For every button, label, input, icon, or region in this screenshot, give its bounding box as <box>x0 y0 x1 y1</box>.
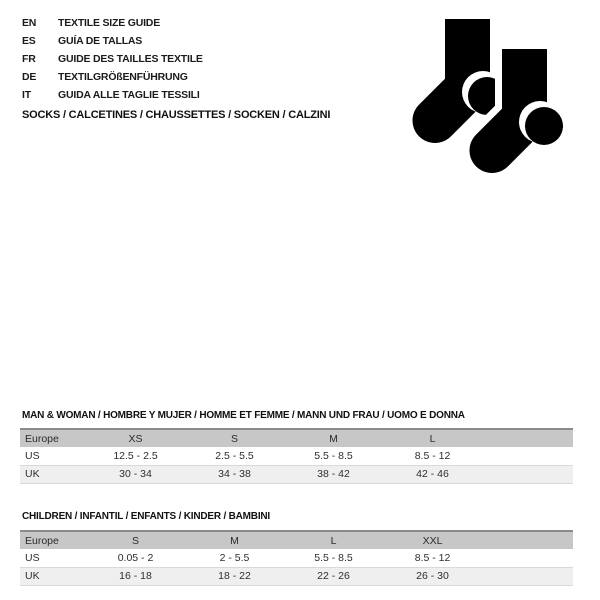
size-cell: 18 - 22 <box>185 567 284 585</box>
size-cell: 5.5 - 8.5 <box>284 549 383 567</box>
children-table-title: CHILDREN / INFANTIL / ENFANTS / KINDER / BAMBINI <box>22 511 270 522</box>
adult-size-table <box>20 428 573 484</box>
table-row-uk <box>20 567 573 585</box>
row-label: US <box>20 549 86 567</box>
language-row <box>22 32 203 50</box>
size-cell-empty <box>482 567 573 585</box>
language-label: TEXTILGRÖßENFÜHRUNG <box>58 71 188 83</box>
language-row <box>22 68 203 86</box>
size-cell: 12.5 - 2.5 <box>86 447 185 465</box>
language-row <box>22 86 203 104</box>
language-code: ES <box>22 35 36 47</box>
column-header-size: L <box>383 429 482 447</box>
size-cell: 8.5 - 12 <box>383 549 482 567</box>
row-label: US <box>20 447 86 465</box>
column-header-size: M <box>284 429 383 447</box>
column-header-size: XS <box>86 429 185 447</box>
language-row <box>22 50 203 68</box>
size-cell: 0.05 - 2 <box>86 549 185 567</box>
language-code: EN <box>22 17 37 29</box>
children-size-table <box>20 530 573 586</box>
column-header-size: L <box>284 531 383 549</box>
language-code: IT <box>22 89 31 101</box>
language-label: TEXTILE SIZE GUIDE <box>58 17 160 29</box>
size-cell: 16 - 18 <box>86 567 185 585</box>
adult-table-title: MAN & WOMAN / HOMBRE Y MUJER / HOMME ET FEMME / MANN UND FRAU / UOMO E DONNA <box>22 410 465 421</box>
language-label: GUIDE DES TAILLES TEXTILE <box>58 53 203 65</box>
size-cell: 42 - 46 <box>383 465 482 483</box>
language-label: GUÍA DE TALLAS <box>58 35 143 47</box>
size-cell: 22 - 26 <box>284 567 383 585</box>
table-row-uk <box>20 465 573 483</box>
sock-front <box>492 42 563 151</box>
column-header-size: M <box>185 531 284 549</box>
column-header-empty <box>482 429 573 447</box>
column-header-region: Europe <box>20 531 86 549</box>
table-header-row <box>20 531 573 549</box>
language-code: DE <box>22 71 37 83</box>
column-header-size: XXL <box>383 531 482 549</box>
column-header-empty <box>482 531 573 549</box>
table-row-us <box>20 549 573 567</box>
socks-icon <box>400 10 580 180</box>
size-cell: 30 - 34 <box>86 465 185 483</box>
table-row-us <box>20 447 573 465</box>
column-header-size: S <box>185 429 284 447</box>
column-header-size: S <box>86 531 185 549</box>
size-cell: 38 - 42 <box>284 465 383 483</box>
language-code: FR <box>22 53 36 65</box>
size-cell-empty <box>482 549 573 567</box>
size-cell: 2 - 5.5 <box>185 549 284 567</box>
language-row <box>22 14 203 32</box>
language-label: GUIDA ALLE TAGLIE TESSILI <box>58 89 200 101</box>
size-cell: 2.5 - 5.5 <box>185 447 284 465</box>
row-label: UK <box>20 465 86 483</box>
language-list <box>22 14 203 104</box>
size-cell: 34 - 38 <box>185 465 284 483</box>
row-label: UK <box>20 567 86 585</box>
size-cell: 26 - 30 <box>383 567 482 585</box>
size-cell: 8.5 - 12 <box>383 447 482 465</box>
size-cell-empty <box>482 465 573 483</box>
size-cell: 5.5 - 8.5 <box>284 447 383 465</box>
category-title: SOCKS / CALCETINES / CHAUSSETTES / SOCKEN / CALZINI <box>22 109 331 121</box>
column-header-region: Europe <box>20 429 86 447</box>
size-cell-empty <box>482 447 573 465</box>
table-header-row <box>20 429 573 447</box>
